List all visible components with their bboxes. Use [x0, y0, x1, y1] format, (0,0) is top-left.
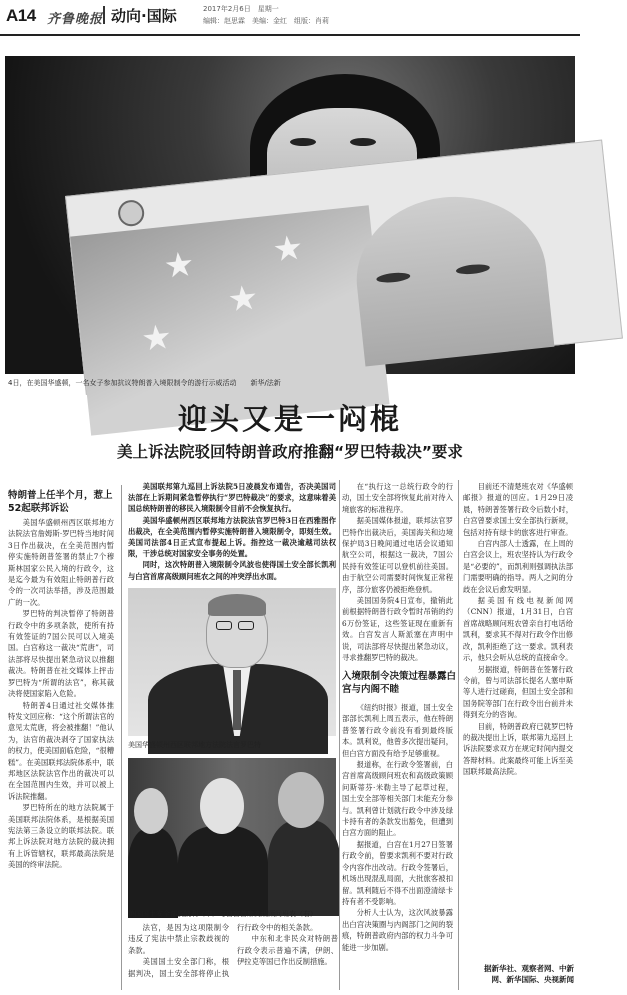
sidebar-article [8, 517, 114, 989]
date-line: 2017年2月6日 星期一 [203, 5, 279, 13]
page-number: A14 [6, 6, 36, 25]
masthead [0, 0, 580, 36]
lead-paragraph: 美国联邦第九巡回上诉法院5日凌晨发布通告，否决美国司法部在上诉期间紧急暂停执行“罗巴特裁决”的要求，这意味着美国总统特朗普的移民入境限制令目前不会恢复执行。 [128, 482, 336, 514]
bannon-body [268, 820, 340, 916]
header-divider [103, 6, 105, 24]
person-left-body [128, 828, 178, 918]
judge-tie [233, 670, 241, 730]
column-divider [121, 485, 122, 990]
lead-paragraph: 美国华盛顿州西区联邦地方法院法官罗巴特3日在西雅图作出裁决，在全美范围内暂停实施特朗普入境限制令，即刻生效。美国司法部4日正式宣布提起上诉。指控这一裁决逾越司法权限，干涉总统对国家安全事务的处置。 [128, 515, 336, 559]
hero-caption: 4日，在美国华盛顿，一名女子参加抗议特朗普入境限制令的游行示威活动 新华/法新 [8, 379, 281, 387]
section-title: 动向·国际 [111, 7, 177, 25]
kelly-bannon-photo [128, 758, 336, 906]
article-paragraph: 目前，特朗普政府已就罗巴特的裁决提出上诉，联邦第九巡回上诉法院要求双方在规定时间内提交答辩材料。此案最终可能上诉至美国联邦最高法院。 [463, 721, 573, 777]
hero-photo [5, 56, 575, 374]
protester-eye-right [350, 138, 376, 146]
article-paragraph: 白宫内部人士透露，在上周的白宫会议上，班农坚持认为行政令是“必要的”，而凯利则强调执法部门需要明确的指导。两人之间的分歧在会议后愈发明显。 [463, 539, 573, 594]
article-paragraph: 美国华盛顿州西区联邦地方法院法官詹姆斯·罗巴特当地时间3日作出裁决，在全美范围内暂停实施特朗普签署的禁止7个穆斯林国家公民入境的行政令，这是迄今最为有效阻止特朗普行政令的一次司法举措，涉及范围最广的一次。 [8, 518, 114, 607]
protester-eye-left [290, 138, 316, 146]
article-paragraph: 法官，是因为这项限制令违反了宪法中禁止宗教歧视的条款。 [128, 923, 229, 955]
kelly-body [178, 826, 268, 916]
article-paragraph: 据美国媒体报道，联邦法官罗巴特作出裁决后，美国海关和边境保护局3日晚间通过电话会议通知航空公司，根据这一裁决，7国公民持有效签证可以登机前往美国。由于航空公司需要时间恢复正常程序，部分旅客仍被拒绝登机。 [342, 516, 453, 594]
lead-paragraph: 同时，这次特朗普入境限制令风波也使得国土安全部长凯利与白宫首席高级顾问班农之间的冲突浮出水面。 [128, 560, 336, 581]
kelly-bannon-caption: 美国国土安全部长凯利（中）与白宫首席高级顾问班农（右） [128, 910, 317, 918]
bottom-article [128, 922, 338, 989]
glasses-icon [216, 621, 232, 630]
judge-hair [208, 594, 266, 616]
star-icon: ★ [139, 316, 174, 360]
article-paragraph: 目前还不清楚班农对《华盛顿邮报》报道的回应。1月29日凌晨，特朗普签署行政令后数小时，白宫曾要求国土安全部执行新规，包括对持有绿卡的旅客进行审查。 [463, 482, 573, 537]
article-paragraph: 分析人士认为，这次风波暴露出白宫决策圈与内阁部门之间的裂痕，特朗普政府内部的权力斗争可能进一步加剧。 [342, 908, 453, 952]
poster-seal-icon [117, 199, 146, 228]
person-left-head [134, 788, 168, 834]
column-divider [458, 480, 459, 990]
kelly-head [200, 778, 244, 834]
judge-photo [128, 588, 336, 736]
bannon-head [278, 772, 324, 828]
article-paragraph: 《纽约时报》报道，国土安全部部长凯利上周五表示，他在特朗普签署行政令前没有看到最终版本。凯利说，他曾多次提出疑问，但白宫方面没有给予足够重视。 [342, 703, 453, 758]
lead-paragraphs [128, 481, 336, 581]
article-paragraph: 在“执行这一总统行政令的行动，国土安全部将恢复此前对待入境旅客的标准程序。 [342, 482, 453, 514]
main-article-col4b [342, 702, 453, 989]
main-headline: 迎头又是一闷棍 [177, 402, 402, 436]
source-credit: 据新华社、观察者网、中新网、新华国际、央视新闻 [484, 964, 574, 984]
judge-photo-caption: 美国华盛顿州西区联邦地方法院法官罗巴特 [128, 741, 261, 749]
column-divider [339, 480, 340, 990]
article-paragraph: 据报道，白宫在1月27日签署行政令前，曾要求凯利不要对行政令内容作出改动。行政令签署后，机场出现混乱局面，大批旅客被扣留。凯利随后不得不出面澄清绿卡持有者不受影响。 [342, 839, 453, 906]
star-icon: ★ [161, 243, 197, 287]
article-paragraph: 美国国务院4日宣布，撤销此前根据特朗普行政令暂时吊销的约6万份签证，这些签证现在重新有效。白宫发言人斯派塞在声明中说，司法部将尽快提出紧急动议，寻求推翻罗巴特的裁决。 [342, 596, 453, 663]
star-icon: ★ [225, 277, 261, 321]
article-paragraph: 特朗普4日通过社交媒体推特发文回应称：“这个所谓法官的意见太荒唐，将会被推翻！”他认为，法官的裁决剥夺了国家执法的权力，使美国面临危险，“很糟糕”。在美国联邦法院体系中，联邦地区法院法官作出的裁决可以在全国范围内生效，并可以被上诉法院推翻。 [8, 700, 114, 801]
sub-headline: 美上诉法院驳回特朗普政府推翻“罗巴特裁决”要求 [117, 443, 463, 461]
main-article-col5 [463, 481, 573, 941]
article-paragraph: 另据报道，特朗普在签署行政令前，曾与司法部长提名人塞申斯等人进行过磋商，但国土安全部和国务院等部门在行政令出台前并未得到充分的咨询。 [463, 664, 573, 720]
article-paragraph: 罗巴特的判决暂停了特朗普行政令中的多项条款，使所有持有效签证的7国公民可以入境美国。白宫称这一裁决“荒唐”，司法部将尽快提出紧急动议以推翻裁决。特朗普在社交媒体上抨击罗巴特为“所谓的法官”，称其裁决将使国家陷入危险。 [8, 609, 114, 699]
article-paragraph: 中东和北非民众对特朗普行政令表示普遍不满，伊朗、伊拉克等国已作出反制措施。 [237, 934, 338, 967]
star-icon: ★ [270, 227, 306, 271]
article-paragraph: 美国国土安全部门称，根据判决，国土安全部将停止执行行政令中的相关条款。 [128, 923, 318, 978]
article-paragraph: 罗巴特所在的地方法院属于美国联邦法院体系，是根据美国宪法第三条设立的联邦法院。联邦上诉法院对地方法院的裁决拥有上诉管辖权，联邦最高法院是美国的终审法院。 [8, 803, 114, 870]
article-paragraph: 据美国有线电视新闻网（CNN）报道，1月31日，白宫首席战略顾问班农曾亲自打电话给凯利，要求其不得对行政令作出修改，凯利拒绝了这一要求。凯利表示，他只会听从总统的直接命令。 [463, 596, 573, 663]
subsection-headline: 入境限制令决策过程暴露白宫与内阁不睦 [342, 671, 457, 695]
newspaper-logo: 齐鲁晚报 [47, 12, 104, 27]
sidebar-headline: 特朗普上任半个月，惹上52起联邦诉讼 [8, 490, 113, 514]
staff-line: 编辑：赵思霖 美编：金红 组版：肖莉 [203, 17, 329, 25]
main-article-col4 [342, 481, 453, 661]
article-paragraph: 报道称，在行政令签署前，白宫首席高级顾问班农和高级政策顾问斯蒂芬·米勒主导了起草过程，国土安全部等相关部门未能充分参与。凯利曾计划就行政令中涉及绿卡持有者的条款发出豁免，但遭到白宫方面的阻止。 [342, 760, 453, 838]
glasses-icon [238, 621, 254, 630]
